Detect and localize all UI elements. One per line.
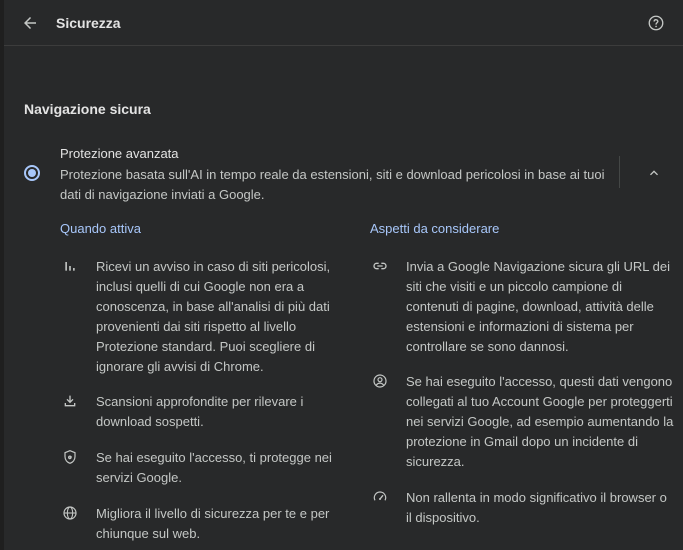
back-button[interactable] [18,11,42,35]
download-icon [60,391,80,411]
list-item-text: Non rallenta in modo significativo il browser o il dispositivo. [406,490,667,525]
option-divider [619,156,620,188]
collapse-button[interactable] [642,161,666,185]
bar-chart-icon [60,256,80,276]
page-header [4,0,683,46]
account-circle-icon [370,371,390,391]
list-item-text: Scansioni approfondite per rilevare i download sospetti. [96,394,304,429]
when-active-heading: Quando attiva [60,221,141,236]
arrow-back-icon [21,14,39,32]
google-shield-icon [60,447,80,467]
help-circle-icon [647,14,665,32]
settings-card [4,0,683,550]
speed-icon [370,487,390,507]
option-title: Protezione avanzata [60,146,179,161]
list-item-text: Ricevi un avviso in caso di siti pericolosi, inclusi quelli di cui Google non era a conoscenza, in base all'analisi di più dati provenienti dai siti rispetto al livello Protezione standard. Puoi scegliere di ignorare gli avvisi di Chrome. [96,259,331,374]
considerations-heading: Aspetti da considerare [370,221,500,236]
link-icon [370,256,390,276]
globe-icon [60,503,80,523]
list-item-text: Invia a Google Navigazione sicura gli URL dei siti che visiti e un piccolo campione di contenuti di pagine, download, attività delle estensioni e informazioni di sistema per controllare se sono dannosi. [406,259,670,354]
help-button[interactable] [644,11,668,35]
list-item-text: Se hai eseguito l'accesso, questi dati vengono collegati al tuo Account Google per proteggerti nei servizi Google, ad esempio aumentando la protezione in Gmail dopo un incidente di sicurezza. [406,374,674,469]
page-title: Sicurezza [56,15,121,31]
section-title: Navigazione sicura [24,101,151,117]
option-description: Protezione basata sull'AI in tempo reale da estensioni, siti e download pericolosi in base ai tuoi dati di navigazione inviati a Google. [60,167,605,202]
chevron-up-icon [646,165,662,181]
advanced-protection-radio[interactable] [24,165,40,181]
list-item-text: Migliora il livello di sicurezza per te e per chiunque sul web. [96,506,330,541]
list-item-text: Se hai eseguito l'accesso, ti protegge nei servizi Google. [96,450,332,485]
